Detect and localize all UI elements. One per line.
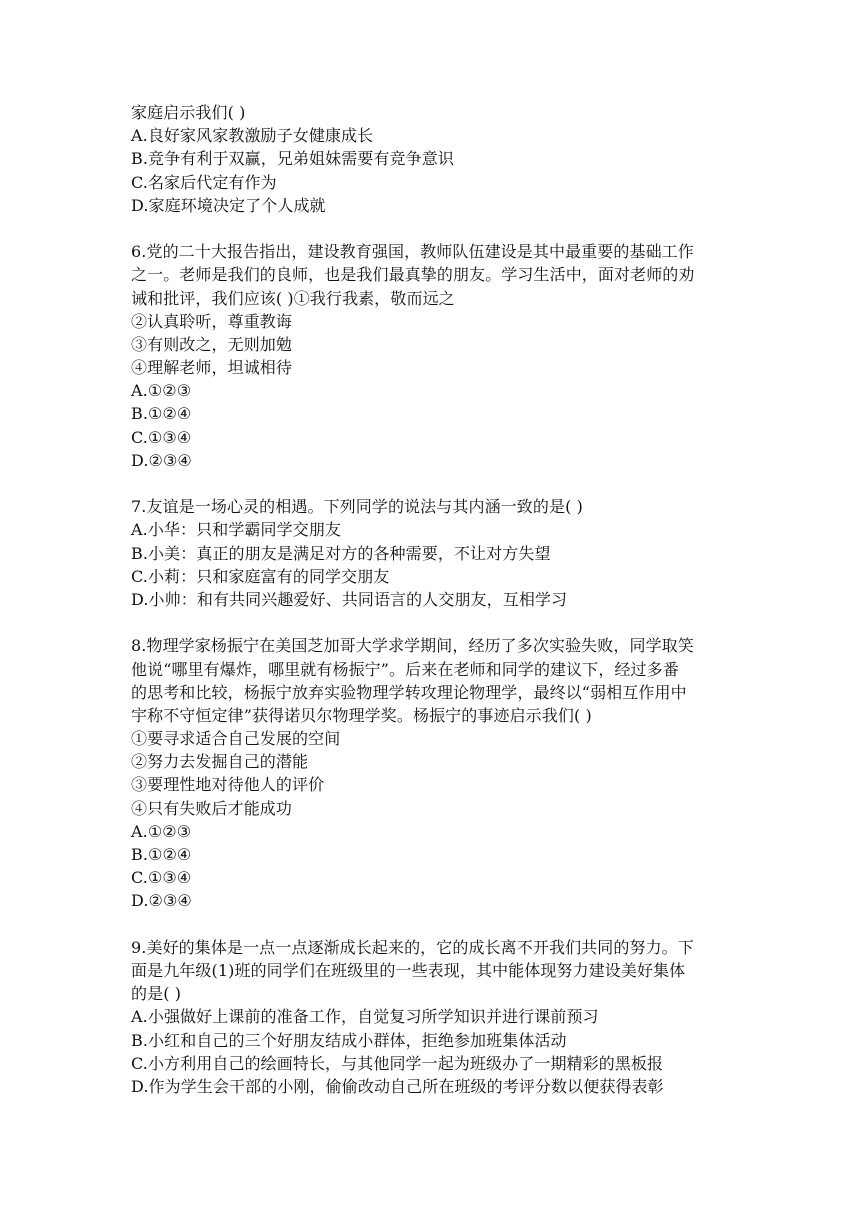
question-6-option-c: C.①③④ [131,427,192,447]
question-7 [131,495,828,611]
question-9-stem-line: 的是( ) [131,984,182,1004]
question-6-option-b: B.①②④ [131,404,192,424]
question-9-option-c: C.小方利用自己的绘画特长，与其他同学一起为班级办了一期精彩的黑板报 [131,1053,664,1073]
question-6 [131,240,828,472]
question-8-stem-line: 宇称不守恒定律”获得诺贝尔物理学奖。杨振宁的事迹启示我们( ) [131,705,592,725]
question-8-option-d: D.②③④ [131,891,192,911]
question-9-stem-line: 9.美好的集体是一点一点逐渐成长起来的，它的成长离不开我们共同的努力。下 [131,937,694,957]
question-8-statement: ③要理性地对待他人的评价 [131,775,325,795]
question-5-option-d: D.家庭环境决定了个人成就 [131,195,326,215]
question-6-stem-line: 诫和批评，我们应该( )①我行我素，敬而远之 [131,288,455,308]
question-8-stem-line: 的思考和比较，杨振宁放弃实验物理学转攻理论物理学，最终以“弱相互作用中 [131,682,687,702]
question-6-statement: ②认真聆听，尊重教诲 [131,311,293,331]
question-7-option-d: D.小帅：和有共同兴趣爱好、共同语言的人交朋友，互相学习 [131,589,568,609]
spacer [131,611,828,634]
question-6-stem-line: 之一。老师是我们的良师，也是我们最真挚的朋友。学习生活中，面对老师的劝 [131,265,695,285]
question-5-stem-tail: 家庭启示我们( ) [131,103,246,122]
question-8-statement: ④只有失败后才能成功 [131,798,293,818]
question-9-option-b: B.小红和自己的三个好朋友结成小群体，拒绝参加班集体活动 [131,1030,567,1050]
question-8-statement: ①要寻求适合自己发展的空间 [131,729,341,749]
question-7-stem: 7.友谊是一场心灵的相遇。下列同学的说法与其内涵一致的是( ) [131,497,583,517]
question-9-option-a: A.小强做好上课前的准备工作，自觉复习所学知识并进行课前预习 [131,1007,599,1027]
question-8-option-b: B.①②④ [131,845,192,864]
question-8-stem-line: 8.物理学家杨振宁在美国芝加哥大学求学期间，经历了多次实验失败，同学取笑 [131,636,694,656]
question-8-stem-line: 他说“哪里有爆炸，哪里就有杨振宁”。后来在老师和同学的建议下，经过多番 [131,659,679,679]
question-9-option-d: D.作为学生会干部的小刚，偷偷改动自己所在班级的考评分数以便获得表彰 [131,1076,664,1096]
question-8-option-c: C.①③④ [131,868,192,888]
question-7-option-a: A.小华：只和学霸同学交朋友 [131,520,342,540]
question-6-option-d: D.②③④ [131,450,192,470]
question-6-statement: ③有则改之，无则加勉 [131,334,293,354]
question-7-option-b: B.小美：真正的朋友是满足对方的各种需要，不让对方失望 [131,543,551,563]
question-6-option-a: A.①②③ [131,381,192,401]
spacer [131,472,828,495]
question-5 [131,101,828,217]
question-8-option-a: A.①②③ [131,821,192,841]
question-9-stem-line: 面是九年级(1)班的同学们在班级里的一些表现，其中能体现努力建设美好集体 [131,960,686,980]
question-9 [131,936,828,1098]
question-8-statement: ②努力去发掘自己的潜能 [131,752,309,772]
question-8 [131,634,828,912]
question-5-option-b: B.竞争有利于双赢，兄弟姐妹需要有竞争意识 [131,149,454,169]
question-6-stem-line: 6.党的二十大报告指出，建设教育强国，教师队伍建设是其中最重要的基础工作 [131,242,694,262]
question-7-option-c: C.小莉：只和家庭富有的同学交朋友 [131,566,390,586]
question-6-statement: ④理解老师，坦诚相待 [131,358,293,378]
question-5-option-c: C.名家后代定有作为 [131,172,277,192]
question-5-option-a: A.良好家风家教激励子女健康成长 [131,126,374,146]
spacer [131,913,828,936]
spacer [131,217,828,240]
